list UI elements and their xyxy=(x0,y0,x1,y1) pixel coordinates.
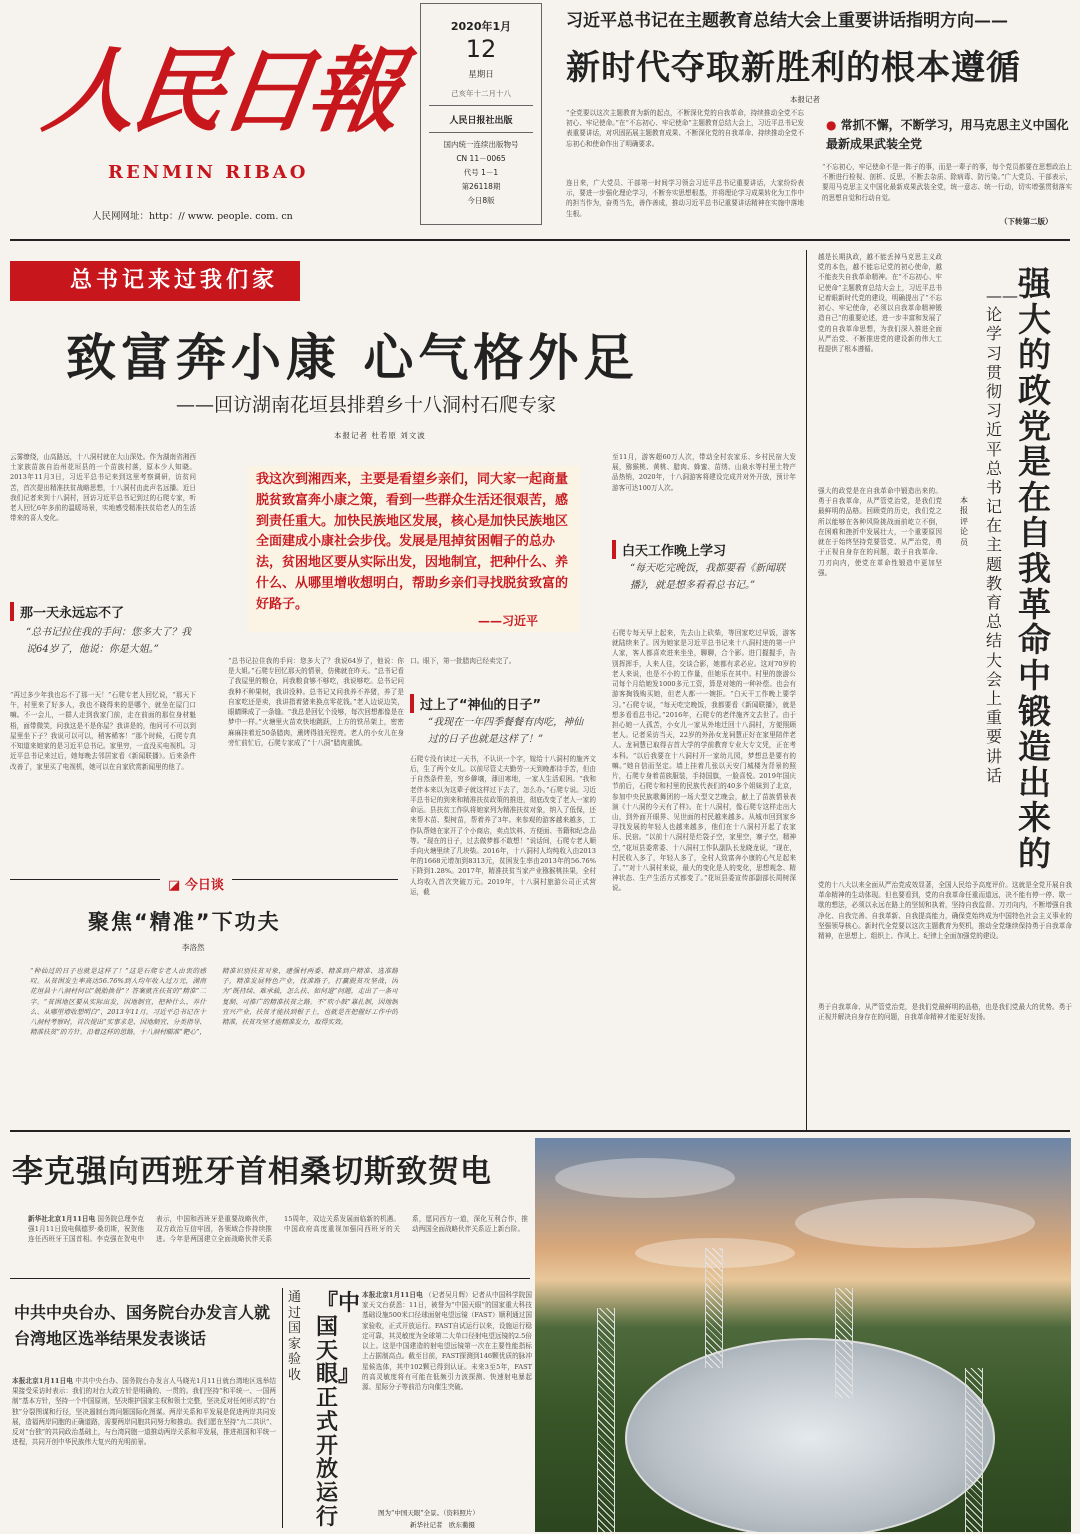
tag-3: 白天工作晚上学习 xyxy=(612,540,726,559)
date-box xyxy=(420,3,542,225)
logo-chars: 人民日報 xyxy=(37,37,405,145)
lead-turn[interactable]: （下转第二版） xyxy=(1000,217,1053,226)
tag-1: 那一天永远忘不了 xyxy=(10,602,124,621)
lead-text-3: “不忘初心，牢记使命不是一阵子的事，而是一辈子的事，每个党员都要在思想政治上不断进行检视、剖析、反思，不断去杂质、除病毒、防污染。”广大党员、干部表示，要用马克思主义中国化最新成果武装全党，统一意志、统一行动，切实增强贯彻落实的思想自觉和行动自觉。 xyxy=(822,163,1072,202)
commentary-headline[interactable]: 聚焦“精准”下功夫 xyxy=(88,910,281,934)
fast-caption: 图为“中国天眼”全景。（资料照片） xyxy=(378,1509,479,1517)
xi-quote: 我这次到湘西来，主要是看望乡亲们，同大家一起商量脱贫致富奔小康之策，看到一些群众生活还很艰苦，感到责任重大。加快民族地区发展，核心是加快民族地区全面建成小康社会步伐。发展是甩掉贫困帽子的总办法，贫困地区要从实际出发，因地制宜，把种什么、养什么、从哪里增收想明白，帮助乡亲们寻找脱贫致富的好路子。 xyxy=(256,472,569,612)
editorial-text-3: 党的十八大以来全面从严治党成效显著，全国人民给予高度评价。这就是全党开展自我革命精神的生动体现。但也要看到，党的自我革命任重而道远，决不能有停一停、歇一歇的想法，必须以永远在路上的坚韧和执着，坚持自我监督、刀刃向内，不断增强自我净化、自我完善、自我革新、自我提高能力，确保党始终成为中国特色社会主义事业的坚强领导核心。新时代全党要以这次主题教育为契机，推动全党继续保持勇于自我革命精神，在思想上、组织上、作风上、纪律上全面加强党的建设。 xyxy=(818,881,1072,941)
cloud-shape xyxy=(795,1198,1035,1248)
lk-dateline: 新华社北京1月11日电 xyxy=(28,1215,96,1223)
lead-kicker: 习近平总书记在主题教育总结大会上重要讲话指明方向—— xyxy=(566,11,1008,31)
fast-rule-left xyxy=(282,1288,283,1528)
taiwan-headline[interactable]: 中共中央台办、国务院台办发言人就台湾地区选举结果发表谈话 xyxy=(14,1303,271,1348)
feature-col1-text-2: “再过多少年我也忘不了那一天！”石爬专老人回忆说，“那天下午，村里来了好多人，我也不晓得来的是哪个，就坐在屋门口嘛。不一会儿，一群人走到我家门前，走在前面的那位身材魁梧，面带微笑，问我这是不是你屋？我讲是的，他问可不可以到屋里坐下子？我说可以可以，稍客稀客！”那个时候，石爬专真不知道来她家的是习近平总书记。家里穷，一直没买电视机。习近平总书记来过后，她每晚去邻居家看《新闻联播》。后来条件改善了，家里买了电视机，她可以在自家欣赏新闻里的他了。 xyxy=(10,691,196,771)
feature-col4-text-2: 石爬专每天早上起来，先去山上砍柴，等回家吃过早饭，游客就陆续来了。因为她家是习近平总书记来十八洞村进的第一户人家，客人都喜欢进来坐坐，聊聊，合个影。进门握握手，告别挥挥手，人来人往，交谈合影，她都有求必应。这对70岁的老人来说，也是不小的工作量，但她乐在其中。村里的旅游公司每个月给她发1000多元工资，算是对她的一种补偿。也会有游客掏钱购买她，但老人都一一婉拒。“白天干工作晚上要学习。”石爬专说，“每天吃完晚饭，我都要看《新闻联播》，就是想多看看总书记。”2016年，石爬专的老伴施齐文去世了。由于担心她一人孤苦，小女儿一家从外地迁回十八洞村，方便照顾老人。记者采访当天，22岁的外孙女龙祠慧正好在家里陪伴老人。龙祠慧已取得吉首大学的学前教育专业大专文凭，正在考本科。“以后我要在十八洞村开一家幼儿园，梦想总是要有的嘛。”她自信而坚定。墙上挂着几张以天安门城楼为背景的照片，石爬专身着苗族服装，手持国旗，一脸喜悦。2019年国庆节前后，石爬专和村里的民族代表们的40多个姐妹到了北京，参加中央民族歌舞团的一场大型文艺晚会，献上了苗族情景表演《十八洞的今天有了样》。在十八洞村，像石爬专这样走出大山，到外面开眼界、见世面的村民越来越多。从城市回到家乡寻找发展的年轻人也越来越多，他们在十八洞村开起了农家乐、民宿。“以前十八洞村是烂袋子空，家里空，寨子空，精神空，”花垣县委常委、十八洞村工作队副队长龙晓龙说，“现在，村民收入多了，年轻人多了，全村人致富奔小康的心气足起来了。”“对十八洞村来说，最大的变化是人的变化，思想观念、精神状态、生产生活方式都变了。”花垣县委宣传部副部长周树深说。 xyxy=(612,629,796,893)
commentary-text: “种仙过的日子也就是这样了！”这是石爬专老人由衷的感叹。从贫困发生率高达56.76%到人均年收入过万元，湖南花垣县十八洞村何以“脱胎换骨”？答案就在扶贫的“精准”二字。“贫困地区要从实际出发，因地制宜，把种什么、养什么、从哪里增收想明白”，2013年11月，习近平总书记在十八洞村考察时，首次提出“实事求是、因地制宜、分类指导、精准扶贫”的方针。沿着这样的思路，十八洞村瞄准“靶心”，精准识别扶贫对象，建强村两委、精准到户精准、选准路子，精准发展特色产业，找准路子，打赢脱贫攻坚战，因为“既持续、难承载，怎么扶、如何退”问题，走出了一条可复制、可推广的精准扶贫之路。不“吹小鼓”靠扎制，因地制宜兴产业，扶贫才能扶到根子上，也就是在把握好工作中的精准，扶贫攻坚才能精准发力，取得实效。 xyxy=(30,967,398,1037)
editorial-text-1: 越是长期执政，越不能丢掉马克思主义政党的本色，越不能忘记党的初心使命，越不能丧失自我革命精神。在“不忘初心、牢记使命”主题教育总结大会上，习近平总书记着眼新时代党的建设，明确提出了“不忘初心、牢记使命，必须以自我革命精神锻造自己”的重要论述，进一步丰富和发展了党的自我革命思想，为我们深入推进全面从严治党、不断推进党的建设新的伟大工程提供了根本遵循。 xyxy=(818,253,942,353)
feature-headline[interactable]: 致富奔小康 心气格外足 xyxy=(66,329,639,387)
feature-col2-tail: 口。眼下，第一批腊肉已经卖完了。 xyxy=(410,657,516,665)
fast-telescope-photo xyxy=(535,1138,1071,1532)
editorial-headline[interactable]: 强大的政党是在自我革命中锻造出来的 xyxy=(1018,264,1051,873)
telescope-dish xyxy=(625,1338,995,1532)
cloud-shape xyxy=(555,1158,735,1198)
fast-subhead: 通过国家验收 xyxy=(288,1290,302,1383)
date-weekday: 星期日 xyxy=(468,70,494,80)
commentary-tag xyxy=(160,874,232,893)
taiwan-text xyxy=(12,1376,276,1528)
tag-2: 过上了“神仙的日子” xyxy=(410,694,541,713)
fast-headline[interactable]: 『中国天眼』正式开放运行 xyxy=(316,1291,361,1530)
publisher: 人民日报社出版 xyxy=(449,116,513,126)
tower-shape xyxy=(835,1288,853,1398)
tag-2-quote: “我现在一年四季餐餐有肉吃，神仙过的日子也就是这样了！” xyxy=(428,717,584,745)
lead-headline[interactable]: 新时代夺取新胜利的根本遵循 xyxy=(566,48,1021,88)
date-year-month: 2020年1月 xyxy=(450,20,512,33)
bullet-icon: ● xyxy=(826,118,837,132)
page-count: 今日8版 xyxy=(467,196,495,205)
date-day: 12 xyxy=(465,35,497,63)
logo-pinyin: RENMIN RIBAO xyxy=(108,162,309,183)
lead-subhead xyxy=(826,116,1074,153)
feature-subhead: ——回访湖南花垣县排碧乡十八洞村石爬专家 xyxy=(176,394,557,416)
feature-col1-text: 云雾缭绕，山高路远，十八洞村就在大山深处。作为湖南省湘西土家族苗族自治州花垣县的一个苗族村落，原本少人知晓。2013年11月3日，习近平总书记来到这里考察调研，访贫问苦，首次提出精准扶贫战略思想，十八洞村由此声名远播。近日我们记者来到十八洞村，回访习近平总书记到过的石爬专家，听老人回忆6年多前的温暖场景，实地感受精准扶贫给老人的生活带来的喜人变化。 xyxy=(10,453,196,523)
taiwan-dateline: 本报北京1月11日电 xyxy=(12,1377,74,1385)
tower-shape xyxy=(705,1248,723,1368)
lead-subhead-text: 常抓不懈，不断学习，用马克思主义中国化最新成果武装全党 xyxy=(826,118,1069,151)
masthead-logo xyxy=(30,10,405,170)
editorial-subhead: ——论学习贯彻习近平总书记在主题教育总结大会上重要讲话 xyxy=(986,286,1018,785)
commentary-tag-label: 今日谈 xyxy=(184,878,224,893)
feature-col3-text: 石爬专没有读过一天书，不认识一个字，嫁给十八洞村的施齐文后，生了两个女儿。以前尽管丈夫勤劳一天到晚都待手苦，但由于自然条件差，穷乡僻壤，薄田寒地，一家人生活艰困。“我和老伴本来以为这辈子就这样过下去了，怎么办。”石爬专说。习近平总书记的到来和精准扶贫政策的推进，彻底改变了老人一家的命运。县扶贫工作队将她家列为精准扶贫对象，纳入了低保，还来帮木苗、梨树苗，帮着养了3年。来参观的游客越来越多，工作队帮她在家开了个小商店，卖点饮料、方便面、书籍和纪念品等。“现在的日子，过去做梦都不敢想！”说话间，石爬专老人顺手向火塘里续了几块柴。2016年，十八洞村人均纯收入由2013年的1668元增加到8313元，贫困发生率由2013年的56.76%下降到1.28%。2017年，精准扶贫当家产业猕猴桃挂果，全村人均收入首次突破万元。2019年，十八洞村旅游公司正式营运，截 xyxy=(410,755,596,896)
section-rule xyxy=(10,1130,1070,1132)
tower-shape xyxy=(965,1368,983,1532)
editorial-text-2: 强大的政党是在自我革命中锻造出来的。勇于自我革命，从严管党治党，是我们党最鲜明的品格。回顾党的历史，我们党之所以能够在各种风险挑战面前屹立不倒，在困难和挫折中发展壮大，一个重要原因就在于始终坚持党要管党、从严治党，勇于正视自身存在的问题，敢于自我革命、刀刃向内，使党在革命性锻造中更加坚强。 xyxy=(818,487,942,577)
masthead-rule xyxy=(10,239,1070,241)
lk-text xyxy=(28,1214,528,1264)
fast-photo-credit: 新华社记者 欧东衢摄 xyxy=(410,1521,475,1529)
cn-number: CN 11－0065 xyxy=(456,154,506,163)
editorial-text-4: 勇于自我革命、从严管党治党，是我们党最鲜明的品格，也是我们党最大的优势。勇于正视并解决自身存在的问题，自我革命精神才能更好发扬。 xyxy=(818,1003,1072,1022)
tag-3-quote: “每天吃完晚饭，我都要看《新闻联播》，就是想多看看总书记。” xyxy=(630,563,786,591)
lk-body: 国务院总理李克强1月11日致电佩德罗·桑切斯，祝贺他连任西班牙王国首相。李克强在贺电中表示，中国和西班牙是重要战略伙伴，双方政治互信牢固，各领域合作持续推进。今年是两国建立全面战略伙伴关系15周年，双边关系发展面临新的机遇。中国政府高度重视加强同西班牙的关系，愿同西方一道，深化互利合作，推动两国全面战略伙伴关系迈上新台阶。 xyxy=(28,1215,528,1244)
lead-text-2: 连日来，广大党员、干部第一时间学习领会习近平总书记重要讲话，大家纷纷表示，要进一步强化理论学习，不断夯实思想根基，并将理论学习成果转化为工作中的担当作为，奋勇当先，善作善成，推动习近平总书记重要讲话精神在实施中落地生根。 xyxy=(566,179,804,218)
date-lunar: 己亥年十二月十八 xyxy=(451,89,511,98)
feature-col4-text: 至11月，游客超60万人次，带动全村农家乐、乡村民宿大发展，猕猴桃、黄桃、腊肉、蜂蜜、苗绣、山泉水等村里土特产品热销，2020年，十八洞游客将建设完成并对外开放，预计年游客可达100万人次。 xyxy=(612,453,796,492)
fast-text xyxy=(362,1290,532,1504)
lead-byline: 本报记者 xyxy=(790,95,820,104)
fast-body: （记者吴月辉）记者从中国科学院国家天文台获悉：11日，被誉为“中国天眼”的国家重大科技基础设施500米口径球面射电望远镜（FAST）顺利通过国家验收，正式开放运行。FAST自试运行以来，设施运行稳定可靠，其灵敏度为全球第二大单口径射电望远镜的2.5倍以上。这是中国建造的射电望远镜第一次在主要性能指标上占据制高点。截至目前，FAST探测到146颗优质的脉冲星候选体，其中102颗已得到认证。未来3至5年，FAST的高灵敏度将有可能在低频引力波探测、快速射电暴起源、星际分子等前沿方向催生突破。 xyxy=(362,1291,532,1391)
code-number: 代号 1－1 xyxy=(463,168,499,177)
lk-headline[interactable]: 李克强向西班牙首相桑切斯致贺电 xyxy=(12,1154,492,1190)
issue-number: 第26118期 xyxy=(461,182,501,191)
xi-quote-by: ——习近平 xyxy=(478,614,539,628)
feature-banner: 总书记来过我们家 xyxy=(10,261,300,301)
commentary-icon: ◪ xyxy=(168,878,181,893)
tower-shape xyxy=(597,1308,615,1532)
serial-label: 国内统一连续出版物号 xyxy=(443,140,519,149)
commentary-author: 李洛然 xyxy=(182,943,205,952)
tag-1-quote: “总书记拉住我的手问：您多大了？我说64岁了，他说：你是大姐。” xyxy=(26,627,192,655)
feature-col2-text: “总书记拉住我的手问：您多大了？我说64岁了，他说：你是大姐。”石爬专回忆那天的情景，仿佛就在昨天。“总书记看了我屋里的粮仓，问我粮食够不够吃，我说够吃。总书记问我种不种果树，我讲没种。总书记又问我养不养猪，养了是自家吃还是卖，我讲指着猪来换点零花钱。”老人边说边笑，眼睛眯成了一条缝。“我总是回忆个没够，每次回想都像是在梦中一样。”火塘里火苗欢快地跳跃，上方的铁吊架上，密密麻麻挂着近50条腊肉，熏烤得油光锃亮。老人的小女儿在身旁忙前忙后，石爬专家成了“十八洞”腊肉重镇。 xyxy=(228,657,404,747)
editorial-rule xyxy=(806,250,807,1130)
editorial-byline: 本报评论员 xyxy=(960,496,968,547)
taiwan-body: 中共中央台办、国务院台办发言人马晓光1月11日就台湾地区选举结果接受采访时表示：我们的对台大政方针是明确的、一贯的。我们坚持“和平统一、一国两制”基本方针，坚持一个中国原则，坚决维护国家主权和领土完整，坚决反对任何形式的“台独”分裂图谋和行径，坚决遏制台湾问题国际化图谋。两岸关系和平发展是促进两岸共同发展，造福两岸同胞的正确道路，需要两岸同胞共同努力和推动。我们愿在坚持“九二共识”、反对“台独”的共同政治基础上，与台湾同胞一道推动两岸关系和平发展，推进祖国和平统一进程，共同开创中华民族伟大复兴的光明前景。 xyxy=(12,1377,276,1447)
website-url[interactable]: 人民网网址：http：// www. people. com. cn xyxy=(92,211,293,222)
lk-rule xyxy=(10,1278,530,1279)
feature-byline: 本报记者 杜若原 刘文波 xyxy=(334,431,426,440)
lead-text-1: “全党要以这次主题教育为新的起点，不断深化党的自我革命，持续推动全党不忘初心、牢记使命。”在“不忘初心、牢记使命”主题教育总结大会上，习近平总书记发表重要讲话，对巩固拓展主题教育成果、不断深化党的自我革命、持续推动全党不忘初心和使命作出了明确要求。 xyxy=(566,109,804,148)
fast-dateline: 本报北京1月11日电 xyxy=(362,1291,423,1299)
